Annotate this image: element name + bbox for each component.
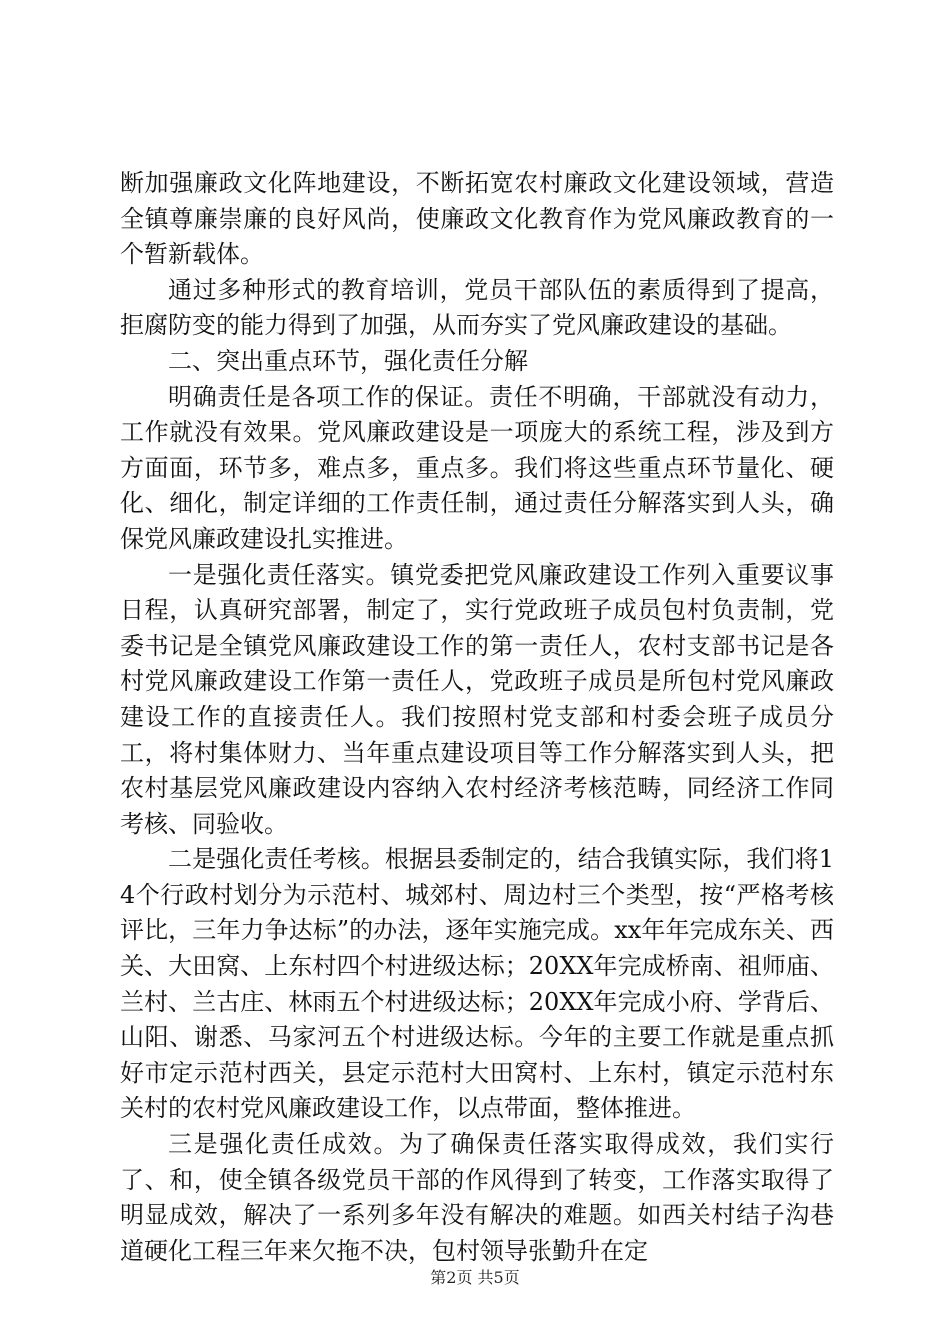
paragraph-continuation: 断加强廉政文化阵地建设，不断拓宽农村廉政文化建设领域，营造全镇尊廉崇廉的良好风尚，使廉政文化教育作为党风廉政教育的一个暂新载体。 bbox=[120, 169, 834, 269]
page-number-footer: 第2页 共5页 bbox=[430, 1268, 520, 1287]
paragraph-implementation: 一是强化责任落实。镇党委把党风廉政建设工作列入重要议事日程，认真研究部署，制定了，实行党政班子成员包村负责制，党委书记是全镇党风廉政建设工作的第一责任人，农村支部书记是各村党风廉政建设工作第一责任人，党政班子成员是所包村党风廉政建设工作的直接责任人。我们按照村党支部和村委会班子成员分工，将村集体财力、当年重点建设项目等工作分解落实到人头，把农村基层党风廉政建设内容纳入农村经济考核范畴，同经济工作同考核、同验收。 bbox=[120, 560, 834, 838]
paragraph-responsibility: 明确责任是各项工作的保证。责任不明确，干部就没有动力，工作就没有效果。党风廉政建设是一项庞大的系统工程，涉及到方方面面，环节多，难点多，重点多。我们将这些重点环节量化、硬化、细化，制定详细的工作责任制，通过责任分解落实到人头，确保党风廉政建设扎实推进。 bbox=[120, 382, 834, 553]
section-heading: 二、突出重点环节，强化责任分解 bbox=[168, 346, 528, 375]
paragraph-effectiveness: 三是强化责任成效。为了确保责任落实取得成效，我们实行了、和，使全镇各级党员干部的作风得到了转变，工作落实取得了明显成效，解决了一系列多年没有解决的难题。如西关村结子沟巷道硬化工程三年来欠拖不决，包村领导张勤升在定 bbox=[120, 1130, 834, 1265]
paragraph-training-results: 通过多种形式的教育培训，党员干部队伍的素质得到了提高，拒腐防变的能力得到了加强，从而夯实了党风廉政建设的基础。 bbox=[120, 275, 834, 340]
paragraph-assessment: 二是强化责任考核。根据县委制定的，结合我镇实际，我们将14个行政村划分为示范村、城郊村、周边村三个类型，按“严格考核评比，三年力争达标”的办法，逐年实施完成。xx年年完成东关、西关、大田窝、上东村四个村进级达标；20XX年完成桥南、祖师庙、兰村、兰古庄、林雨五个村进级达标；20XX年完成小府、学背后、山阳、谢悉、马家河五个村进级达标。今年的主要工作就是重点抓好市定示范村西关，县定示范村大田窝村、上东村，镇定示范村东关村的农村党风廉政建设工作，以点带面，整体推进。 bbox=[120, 845, 834, 1123]
document-body bbox=[120, 166, 834, 1269]
